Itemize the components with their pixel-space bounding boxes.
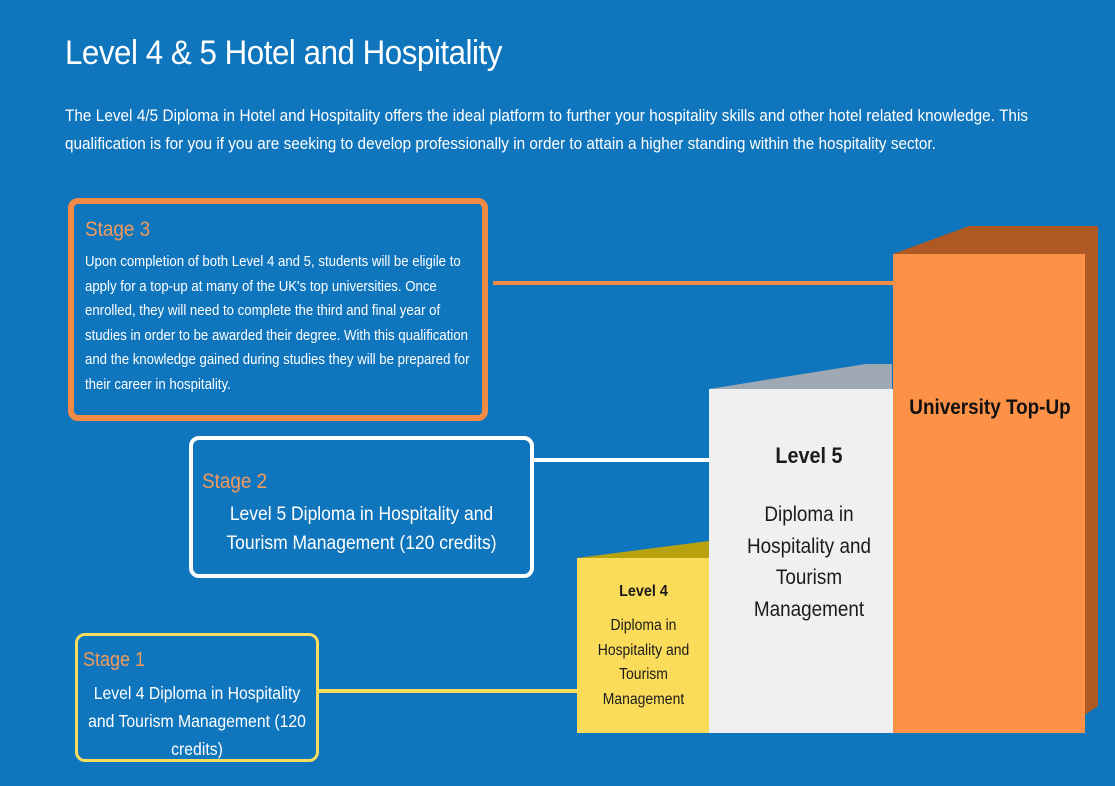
level4-diploma: Diploma in Hospitality and Tourism Management bbox=[597, 617, 690, 708]
topup-title: University Top-Up bbox=[909, 396, 1071, 419]
stage3-label: Stage 3 bbox=[85, 218, 151, 241]
level5-block-top bbox=[709, 364, 892, 389]
stage2-label: Stage 2 bbox=[202, 470, 268, 493]
page-title: Level 4 & 5 Hotel and Hospitality bbox=[65, 34, 502, 72]
stage3-description: Upon completion of both Level 4 and 5, students will be eligile to apply for a top-up at many of the UK's top universities. Once enrolled, they will need to complete the third and final year of studies in order to be awarded their degree. With this qualification and the knowledge gained during studies they will be prepared for their career in hospitality. bbox=[85, 253, 470, 393]
topup-block-label bbox=[892, 392, 1088, 424]
stage1-description: Level 4 Diploma in Hospitality and Tourism Management (120 credits) bbox=[88, 683, 306, 759]
stage1-box bbox=[75, 633, 319, 762]
stage3-box bbox=[68, 198, 488, 421]
topup-block-top bbox=[893, 226, 1098, 254]
stage2-description: Level 5 Diploma in Hospitality and Tourism Management (120 credits) bbox=[226, 504, 497, 554]
level5-block-label bbox=[709, 443, 909, 625]
level5-title: Level 5 bbox=[775, 443, 843, 468]
topup-block-front bbox=[893, 254, 1085, 733]
intro-paragraph: The Level 4/5 Diploma in Hotel and Hospitality offers the ideal platform to further your hospitality skills and other hotel related knowledge. This qualification is for you if you are seeking to develop professionally in order to attain a higher standing within the hospitality sector. bbox=[65, 106, 1028, 153]
level4-title: Level 4 bbox=[619, 583, 668, 600]
level4-block-label bbox=[577, 583, 710, 712]
level5-diploma: Diploma in Hospitality and Tourism Management bbox=[747, 503, 871, 621]
level4-block-top bbox=[577, 541, 709, 558]
stage2-box bbox=[189, 436, 534, 578]
stage1-label: Stage 1 bbox=[83, 649, 146, 671]
